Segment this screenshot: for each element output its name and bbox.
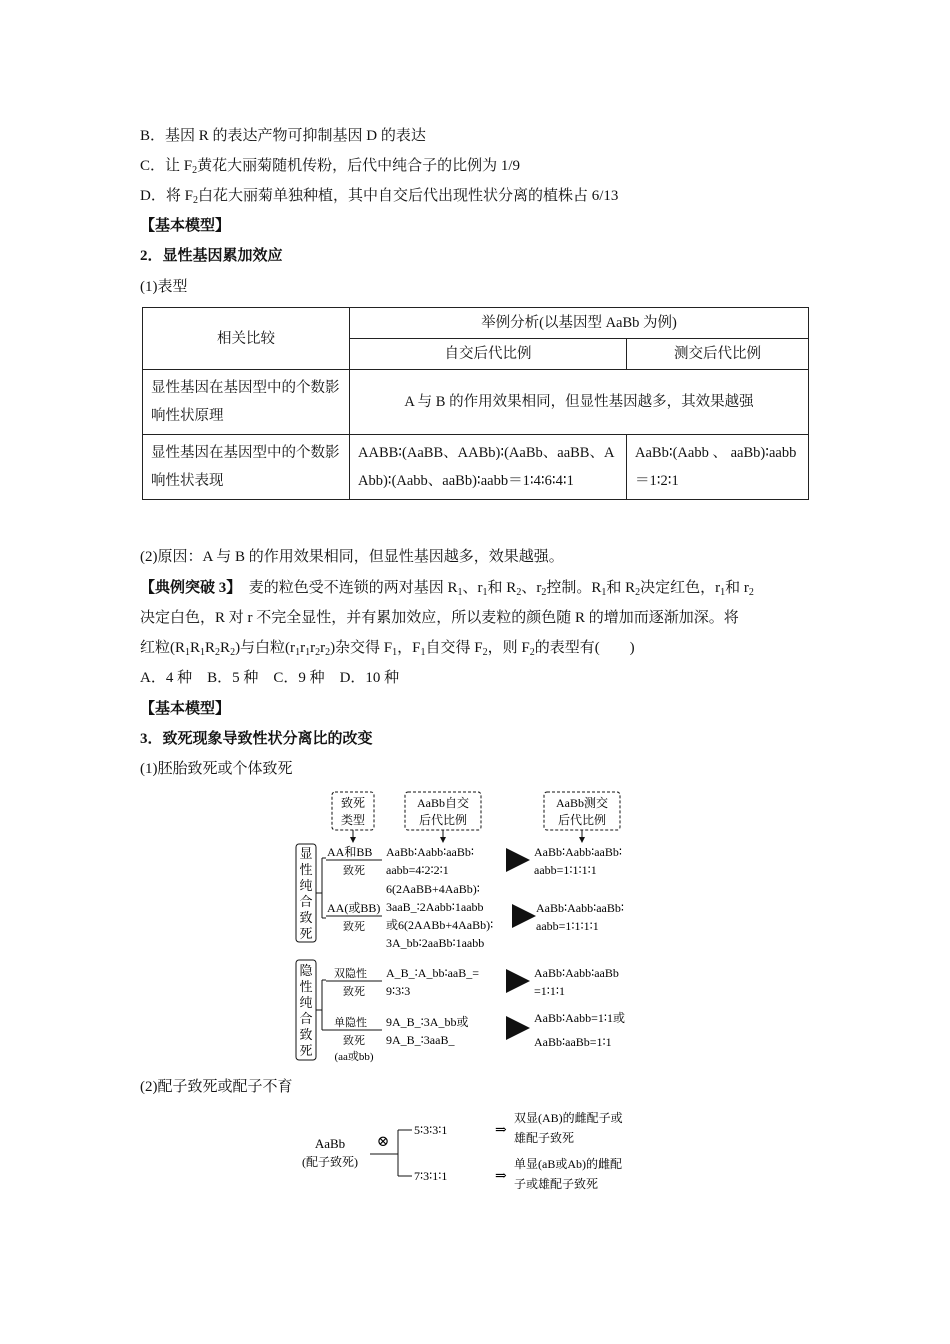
dom2-sub: 致死 [343,921,365,933]
header-test: 测交后代比例 [627,339,809,370]
rec2-ratio-2: 9A_B_∶3aaB_ [386,1033,455,1047]
box2-line1: AaBb自交 [417,796,469,810]
rec-char-2: 性 [299,979,313,994]
section-2-heading: 2．显性基因累加效应 [140,248,283,264]
bottom-ratio: 7∶3∶1∶1 [414,1169,448,1183]
dom2-ratio-4: 3A_bb∶2aaBb∶1aabb [386,936,485,950]
subsection-phenotype: (1)表型 [140,279,188,295]
dom-char-1: 显 [299,846,313,861]
rec-char-6: 死 [299,1043,313,1058]
rec2-test-2: AaBb∶aaBb=1∶1 [534,1035,612,1049]
box3-line1: AaBb测交 [556,796,608,810]
reason-line: (2)原因：A 与 B 的作用效果相同，但显性基因越多，效果越强。 [140,549,564,565]
example-line-2: 决定白色，R 对 r 不完全显性，并有累加效应，所以麦粒的颜色随 R 的增加而逐渐加深。将 [140,610,739,626]
example-line-1: 【典例突破 3】 麦的粒色受不连锁的两对基因 $R_1$、$r_1$和 $R_2$、$r_2$控制。$R_1$和 $R_2$决定红色，$r_1$和 $r_2$ [140,580,754,598]
rec1-sub: 致死 [343,986,365,998]
option-b: B．基因 R 的表达产物可抑制基因 D 的表达 [140,128,426,144]
dom2-ratio-3: 或6(2AABb+4AaBb)∶ [386,918,494,932]
dom1-ratio-2: aabb=4∶2∶2∶1 [386,863,449,877]
dom-char-3: 纯 [299,878,313,893]
header-self: 自交后代比例 [350,339,627,370]
option-c: C．让 $F_2$黄花大丽菊随机传粉，后代中纯合子的比例为 1/9 [140,158,521,176]
bottom-text-2: 子或雄配子致死 [514,1177,599,1191]
rec2-label: 单隐性 [334,1017,367,1029]
dom-char-4: 合 [299,894,313,909]
rec1-ratio-1: A_B_∶A_bb∶aaB_= [386,966,480,980]
dom2-ratio-1: 6(2AaBB+4AaBb)∶ [386,882,480,896]
basic-model-heading-2: 【基本模型】 [140,701,231,717]
box1-line1: 致死 [340,796,366,810]
box1-line2: 类型 [340,813,366,827]
aabb-label: AaBb [314,1136,346,1151]
top-ratio: 5∶3∶3∶1 [414,1123,448,1137]
box2-line2: 后代比例 [418,813,468,827]
rec-char-4: 合 [299,1011,313,1026]
self-cross-icon: ⊗ [376,1134,390,1150]
dom2-test-2: aabb=1∶1∶1∶1 [536,919,599,933]
subsection-gamete-lethal: (2)配子致死或配子不育 [140,1079,293,1095]
comparison-table [142,307,809,500]
dom2-ratio-2: 3aaB_∶2Aabb∶1aabb [386,900,484,914]
row1-value: A 与 B 的作用效果相同，但显性基因越多，其效果越强 [350,370,809,435]
dom1-ratio-1: AaBb∶Aabb∶aaBb∶ [386,845,475,859]
rec2-test-1: AaBb∶Aabb=1∶1或 [534,1011,626,1025]
lethal-diagram [290,788,670,1070]
dom1-test-1: AaBb∶Aabb∶aaBb∶ [534,845,623,859]
bottom-arrow: ⇒ [495,1169,507,1184]
bottom-text-1: 单显(aB或Ab)的雌配 [514,1157,622,1171]
dom1-test-2: aabb=1∶1∶1∶1 [534,863,597,877]
row2-test: AaBb∶(Aabb 、 aaBb)∶aabb＝1∶2∶1 [627,435,809,500]
rec-char-5: 致 [299,1027,313,1042]
top-text-1: 双显(AB)的雌配子或 [514,1111,623,1125]
basic-model-heading: 【基本模型】 [140,218,231,234]
row1-label: 显性基因在基因型中的个数影响性状原理 [143,370,350,435]
subsection-embryo-lethal: (1)胚胎致死或个体致死 [140,761,293,777]
dom1-sub: 致死 [343,865,365,877]
dom-char-5: 致 [299,910,313,925]
dom2-test-1: AaBb∶Aabb∶aaBb∶ [536,901,625,915]
aabb-sub: (配子致死) [302,1155,358,1169]
rec1-ratio-2: 9∶3∶3 [386,984,411,998]
dom1-label: AA和BB [327,845,373,859]
top-arrow: ⇒ [495,1123,507,1138]
dom-char-6: 死 [299,926,313,941]
header-related: 相关比较 [143,308,350,370]
rec-char-3: 纯 [299,995,313,1010]
section-3-heading: 3．致死现象导致性状分离比的改变 [140,731,373,747]
row2-label: 显性基因在基因型中的个数影响性状表现 [143,435,350,500]
top-text-2: 雄配子致死 [514,1131,575,1145]
rec1-test-2: =1∶1∶1 [534,984,566,998]
example-line-3: 红粒$(R_1R_1R_2R_2)$与白粒$(r_1r_1r_2r_2)$杂交得 $F_1$，$F_1$自交得 $F_2$，则 $F_2$的表型有( ) [140,640,635,658]
dom-char-2: 性 [299,862,313,877]
gamete-diagram [290,1102,670,1198]
rec2-sub2: (aa或bb) [334,1051,374,1063]
header-example: 举例分析(以基因型 AaBb 为例) [350,308,809,339]
option-d: D．将 $F_2$白花大丽菊单独种植，其中自交后代出现性状分离的植株占 6/13 [140,188,619,206]
answer-choices: A．4 种 B．5 种 C．9 种 D．10 种 [140,670,400,686]
row2-self: AABB∶(AaBB、AABb)∶(AaBb、aaBB、AAbb)∶(Aabb、aaBb)∶aabb＝1∶4∶6∶4∶1 [350,435,627,500]
rec2-sub: 致死 [343,1035,365,1047]
rec1-label: 双隐性 [334,968,367,980]
rec-char-1: 隐 [299,963,313,978]
rec2-ratio-1: 9A_B_∶3A_bb或 [386,1015,469,1029]
box3-line2: 后代比例 [557,813,607,827]
rec1-test-1: AaBb∶Aabb∶aaBb [534,966,619,980]
dom2-label: AA(或BB) [327,901,381,915]
